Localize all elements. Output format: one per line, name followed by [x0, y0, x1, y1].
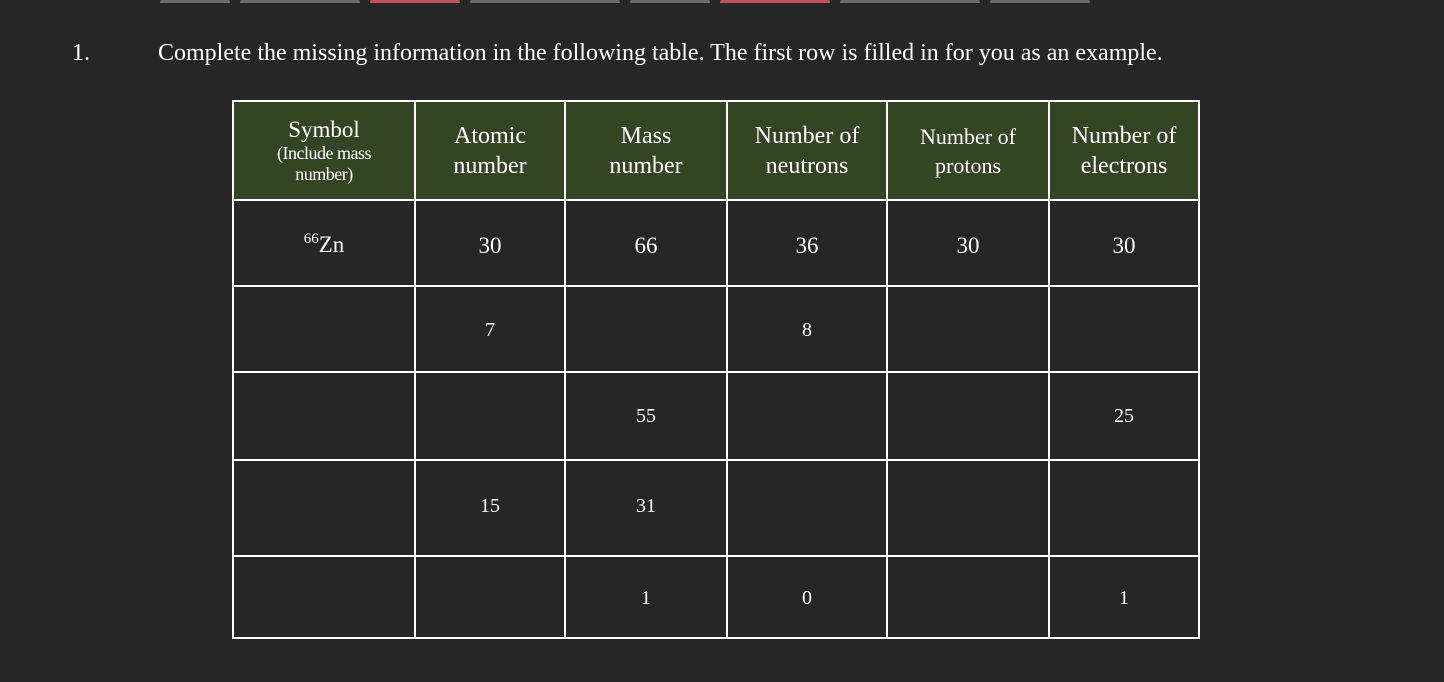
header-symbol-note: number): [295, 163, 353, 184]
table-row: [233, 200, 1199, 286]
cell-neutrons[interactable]: [727, 460, 887, 556]
cell-protons[interactable]: [887, 556, 1049, 638]
cell-neutrons[interactable]: 8: [727, 286, 887, 372]
symbol-mass-superscript: 66: [303, 231, 319, 247]
header-text: number: [453, 152, 527, 179]
table-row: [233, 372, 1199, 460]
table-header-row: [233, 101, 1199, 200]
header-text: electrons: [1080, 152, 1168, 179]
header-text: Number of: [1071, 122, 1177, 149]
cell-mass-number[interactable]: 31: [565, 460, 727, 556]
cell-mass-number[interactable]: 55: [565, 372, 727, 460]
cell-symbol[interactable]: [233, 372, 415, 460]
cell-symbol[interactable]: [233, 556, 415, 638]
cell-atomic-number[interactable]: 15: [415, 460, 565, 556]
cell-protons[interactable]: 30: [887, 200, 1049, 286]
cell-electrons[interactable]: 1: [1049, 556, 1199, 638]
header-text: Number of: [920, 123, 1016, 149]
symbol-element: Zn: [318, 232, 345, 257]
table-row: [233, 460, 1199, 556]
cell-electrons[interactable]: [1049, 460, 1199, 556]
header-text: neutrons: [765, 152, 849, 179]
cell-mass-number[interactable]: [565, 286, 727, 372]
header-text: Atomic: [454, 122, 526, 149]
header-symbol-note: (Include mass: [277, 142, 371, 163]
header-text: Number of: [754, 122, 860, 149]
cell-symbol[interactable]: [233, 460, 415, 556]
cell-protons[interactable]: [887, 286, 1049, 372]
isotope-table: [232, 100, 1200, 639]
cell-protons[interactable]: [887, 460, 1049, 556]
header-protons: [887, 101, 1049, 200]
header-mass-number: [565, 101, 727, 200]
cell-atomic-number[interactable]: [415, 372, 565, 460]
cell-protons[interactable]: [887, 372, 1049, 460]
cell-atomic-number[interactable]: 30: [415, 200, 565, 286]
question-instruction: Complete the missing information in the following table. The first row is filled in for you as an example.: [158, 40, 1163, 66]
cell-electrons[interactable]: 30: [1049, 200, 1199, 286]
cell-atomic-number[interactable]: 7: [415, 286, 565, 372]
cell-symbol[interactable]: [233, 200, 415, 286]
header-symbol: [233, 101, 415, 200]
table-row: [233, 286, 1199, 372]
cell-neutrons[interactable]: 0: [727, 556, 887, 638]
cell-atomic-number[interactable]: [415, 556, 565, 638]
header-symbol-label: Symbol: [288, 116, 360, 142]
cell-neutrons[interactable]: [727, 372, 887, 460]
header-text: protons: [935, 152, 1001, 178]
header-text: Mass: [620, 122, 672, 149]
cell-mass-number[interactable]: 66: [565, 200, 727, 286]
cell-electrons[interactable]: [1049, 286, 1199, 372]
header-text: number: [609, 152, 683, 179]
question-number: 1.: [72, 40, 90, 66]
header-atomic-number: [415, 101, 565, 200]
header-neutrons: [727, 101, 887, 200]
cell-electrons[interactable]: 25: [1049, 372, 1199, 460]
cell-neutrons[interactable]: 36: [727, 200, 887, 286]
cell-symbol[interactable]: [233, 286, 415, 372]
header-electrons: [1049, 101, 1199, 200]
cropped-text-line: [160, 0, 1140, 3]
table-row: [233, 556, 1199, 638]
cell-mass-number[interactable]: 1: [565, 556, 727, 638]
